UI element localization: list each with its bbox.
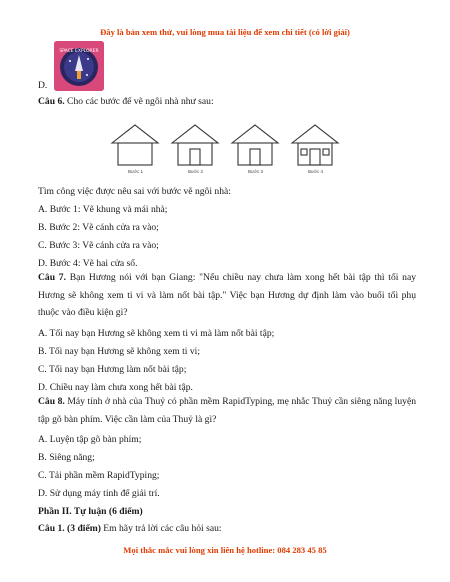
q6-text: Cho các bước để vẽ ngôi nhà như sau: [64,96,214,107]
q6-option-d: D. Bước 4: Vẽ hai cửa sổ. [38,258,138,269]
q6-label: Câu 6. [38,96,65,107]
q6-heading [38,96,214,107]
q7-option-c: C. Tối nay bạn Hương làm nốt bài tập; [38,364,187,375]
step-2-label: Bước 2 [188,169,203,174]
step-4-label: Bước 4 [308,169,323,174]
q6-prompt: Tìm công việc được nêu sai với bước vẽ ngôi nhà: [38,186,231,197]
q7-label: Câu 7. [38,272,66,283]
thumbnail-title: SPACE EXPLORER [59,49,99,54]
q8-option-a: A. Luyện tập gõ bàn phím; [38,434,142,445]
essay-q1 [38,523,222,534]
step-1-label: Bước 1 [128,169,143,174]
part-2-heading: Phần II. Tự luận (6 điểm) [38,506,143,517]
q7-question [38,269,416,322]
q8-text: Máy tính ở nhà của Thuỷ có phần mềm RapidTyping, mẹ nhắc Thuỷ cần siêng năng luyện tập gõ bàn phím. Việc cần làm của Thuỷ là gì? [38,396,416,425]
q7-option-d: D. Chiều nay làm chưa xong hết bài tập. [38,382,193,393]
q6-option-b: B. Bước 2: Vẽ cánh cửa ra vào; [38,222,159,233]
q6-option-c: C. Bước 3: Vẽ cánh cửa ra vào; [38,240,159,251]
step-3-label: Bước 3 [248,169,263,174]
house-drawing-steps [108,117,344,181]
q7-option-a: A. Tối nay bạn Hương sẽ không xem ti vi mà làm nốt bài tập; [38,328,275,339]
hotline-banner: Mọi thắc mắc vui lòng xin liên hệ hotline: 084 283 45 85 [123,545,327,555]
essay-q1-label: Câu 1. (3 điểm) [38,523,101,534]
q8-option-c: C. Tải phần mềm RapidTyping; [38,470,160,481]
q8-option-d: D. Sử dụng máy tính để giải trí. [38,488,160,499]
essay-q1-text: Em hãy trả lời các câu hỏi sau: [100,523,222,534]
q7-option-b: B. Tối nay bạn Hương sẽ không xem ti vi; [38,346,200,357]
q8-label: Câu 8. [38,396,65,407]
preview-banner: Đây là bản xem thử, vui lòng mua tài liệu để xem chi tiết (có lời giải) [100,27,350,37]
option-d-previous: D. [38,80,48,91]
game-thumbnail-image [54,41,104,91]
q8-question [38,393,416,428]
q6-option-a: A. Bước 1: Vẽ khung và mái nhà; [38,204,168,215]
q7-text: Bạn Hương nói với bạn Giang: "Nếu chiều nay chưa làm xong hết bài tập thì tối nay Hương sẽ không xem ti vi và làm nốt bài tập." Việc bạn Hương dự định làm vào buổi tối phụ thuộc vào điều kiện gì? [38,272,417,318]
q8-option-b: B. Siêng năng; [38,452,95,463]
